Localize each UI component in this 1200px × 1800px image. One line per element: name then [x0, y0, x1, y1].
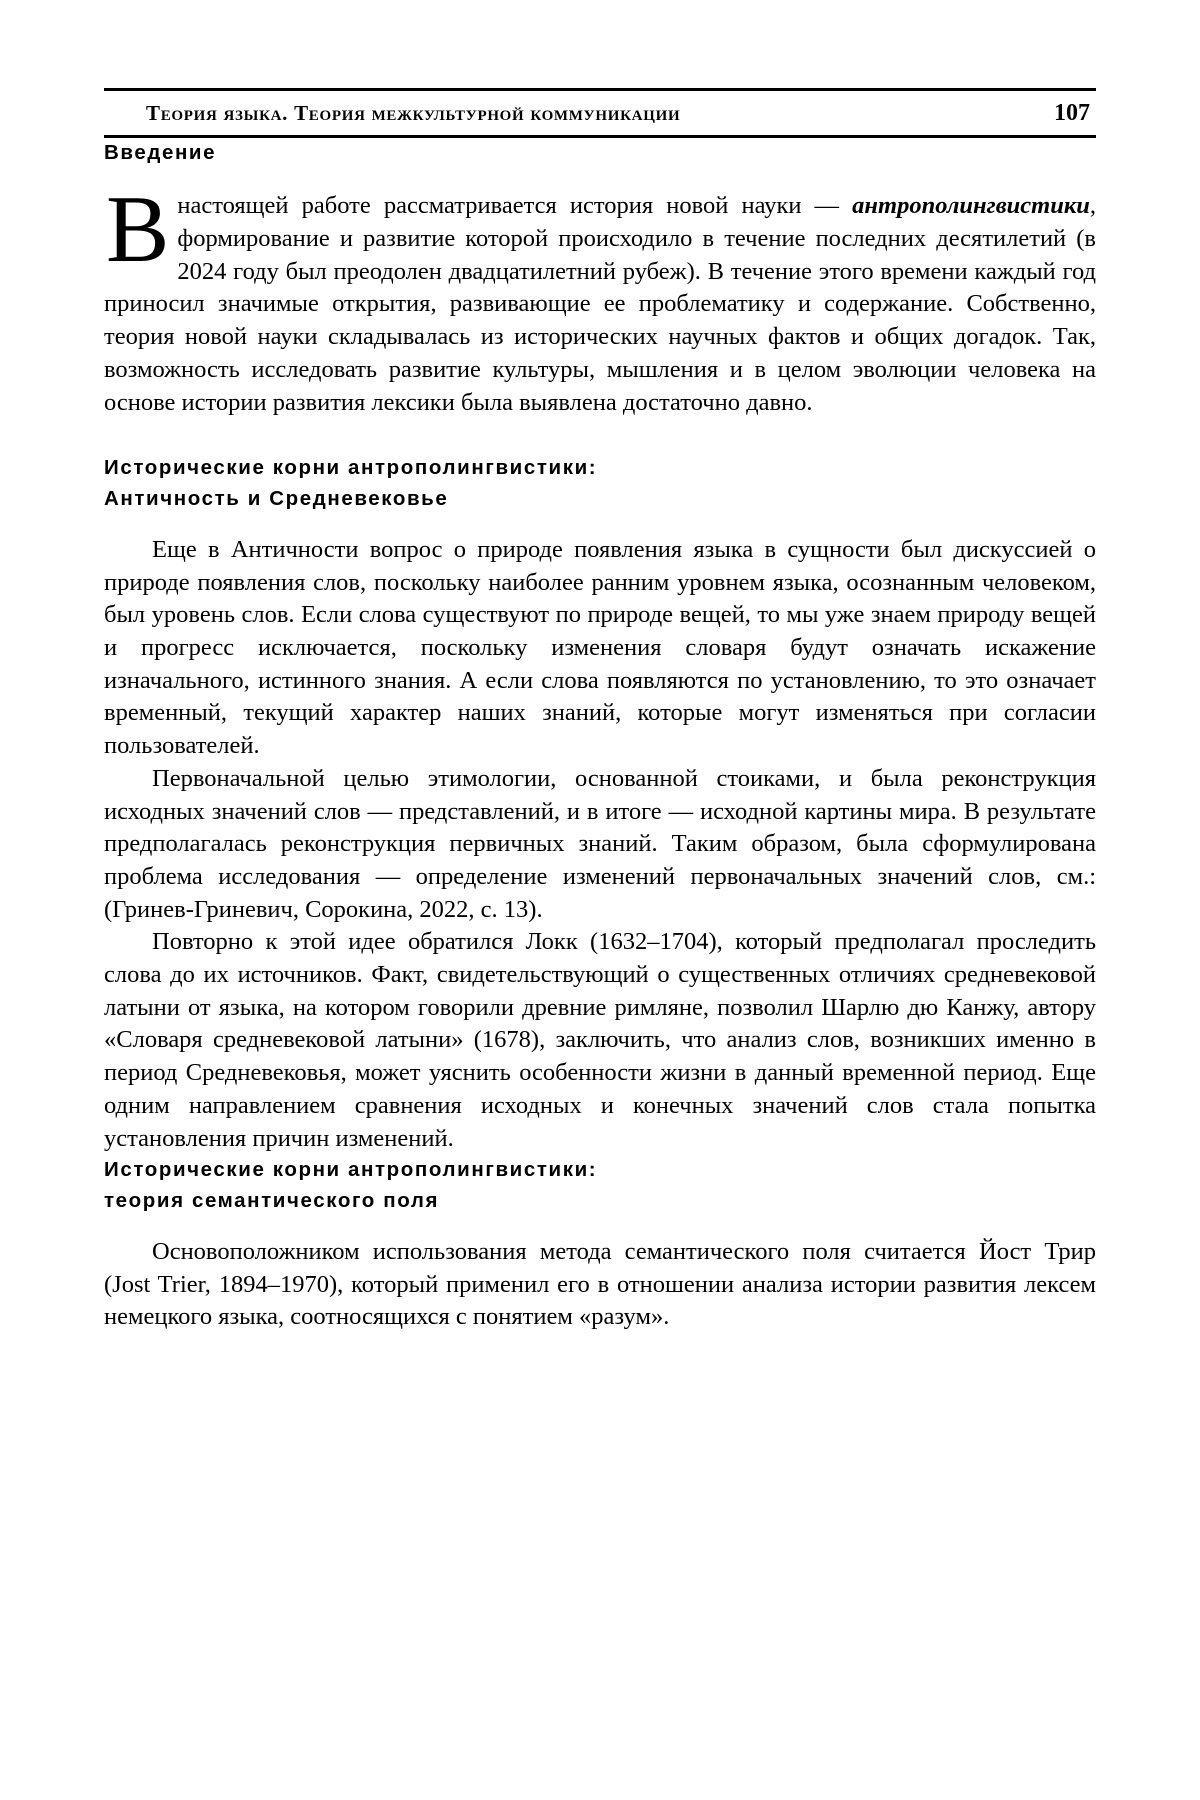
heading-line: Введение: [104, 141, 217, 164]
paragraph-text-after-emphasis: , формирование и развитие которой происходило в течение последних десятилетий (в 2024 году был преодолен двадцатилетний рубеж). В течение этого времени каждый год приносил значимые открытия, развивающие ее проблематику и содержание. Собственно, теория новой науки складывалась из исторических научных фактов и общих догадок. Так, возможность исследовать развитие культуры, мышления и в целом эволюции человека на основе истории развития лексики была выявлена достаточно давно.: [104, 192, 1096, 416]
section-heading-semantic-field: [104, 1155, 1096, 1216]
paragraph-semantic-field-1: Основоположником использования метода семантического поля считается Йост Трир (Jost Trier, 1894–1970), который применил его в отношении анализа истории развития лексем немецкого языка, соотносящихся с понятием «разум».: [104, 1237, 1096, 1331]
section-heading-introduction: [104, 138, 1096, 168]
drop-cap: В: [106, 176, 170, 283]
heading-line: теория семантического поля: [104, 1188, 440, 1212]
section-heading-antiquity: [104, 453, 1096, 514]
emphasized-term: антрополингвистики: [852, 192, 1090, 220]
paragraph-intro: [104, 176, 1096, 419]
heading-line: Исторические корни антрополингвистики:: [104, 1158, 598, 1182]
heading-line: Исторические корни антрополингвистики:: [104, 456, 598, 480]
paragraph-antiquity-3: Повторно к этой идее обратился Локк (1632–1704), который предполагал проследить слова до их источников. Факт, свидетельствующий о существенных отличиях средневековой латыни от языка, на котором говорили древние римляне, позволил Шарлю дю Канжу, автору «Словаря средневековой латыни» (1678), заключить, что анализ слов, возникших именно в период Средневековья, может уяснить особенности жизни в данный временной период. Еще одним направлением сравнения исходных и конечных значений слов стала попытка установления причин изменений.: [104, 928, 1096, 1152]
running-head: [104, 91, 1096, 134]
heading-line: Античность и Средневековье: [104, 486, 449, 510]
page-content: [104, 88, 1096, 1334]
running-head-title: Теория языка. Теория межкультурной коммуникации: [146, 101, 681, 125]
section-spacer: [104, 419, 1096, 453]
paragraph-text-before-emphasis: настоящей работе рассматривается история новой науки —: [177, 192, 853, 220]
paragraph-antiquity-2: Первоначальной целью этимологии, основанной стоиками, и была реконструкция исходных значений слов — представлений, и в итоге — исходной картины мира. В результате предполагалась реконструкция первичных знаний. Таким образом, была сформулирована проблема исследования — определение изменений первоначальных значений слов, см.: (Гринев-Гриневич, Сорокина, 2022, с. 13).: [104, 764, 1096, 923]
page-number: 107: [1054, 100, 1090, 126]
paragraph-antiquity-1: Еще в Античности вопрос о природе появления языка в сущности был дискуссией о природе появления слов, поскольку наиболее ранним уровнем языка, осознанным человеком, был уровень слов. Если слова существуют по природе вещей, то мы уже знаем природу вещей и прогресс исключается, поскольку изменения словаря будут означать искажение изначального, истинного знания. А если слова появляются по установлению, то это означает временный, текущий характер наших знаний, которые могут изменяться при согласии пользователей.: [104, 535, 1096, 760]
